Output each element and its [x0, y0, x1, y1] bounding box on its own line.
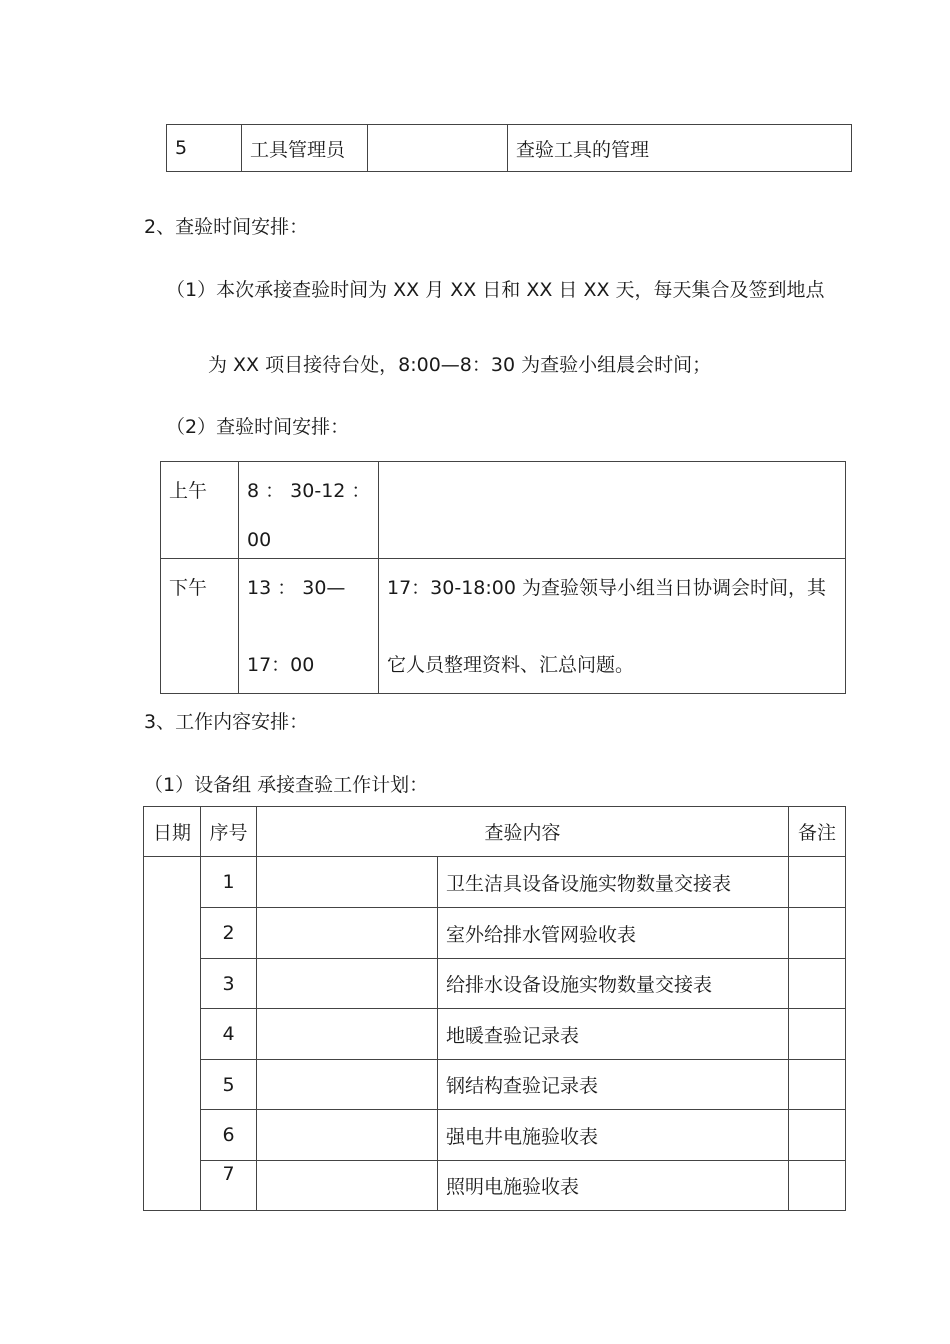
section2-para2: （2）查验时间安排： [166, 416, 350, 438]
row-seq: 4 [201, 1009, 257, 1060]
header-content: 查验内容 [257, 807, 789, 857]
header-date: 日期 [144, 807, 201, 857]
table-row [144, 908, 846, 959]
table-row [161, 462, 846, 559]
table-row [167, 125, 852, 172]
row-item: 地暖查验记录表 [438, 1009, 789, 1060]
row-remark [789, 1009, 846, 1060]
row-blank [257, 857, 438, 908]
row-blank [257, 1060, 438, 1110]
table-row [144, 959, 846, 1009]
date-cell [144, 857, 201, 1211]
row-blank [257, 1161, 438, 1211]
row-blank [257, 1110, 438, 1161]
table-header-row [144, 807, 846, 857]
schedule-pm-time [239, 559, 379, 694]
table-row [144, 1060, 846, 1110]
table-row [161, 559, 846, 694]
row-seq: 3 [201, 959, 257, 1009]
row-seq: 2 [201, 908, 257, 959]
row-remark [789, 857, 846, 908]
row-remark [789, 1110, 846, 1161]
section2-heading: 2、查验时间安排： [144, 216, 309, 238]
row-blank [257, 959, 438, 1009]
pm-time-b: 17：00 [247, 654, 315, 676]
header-remark: 备注 [789, 807, 846, 857]
schedule-am-label [161, 462, 239, 559]
row-item: 照明电施验收表 [438, 1161, 789, 1211]
row-item: 卫生洁具设备设施实物数量交接表 [438, 857, 789, 908]
table-row [144, 1009, 846, 1060]
schedule-pm-label [161, 559, 239, 694]
row-seq: 6 [201, 1110, 257, 1161]
pm-label: 下午 [169, 577, 208, 599]
row-item: 钢结构查验记录表 [438, 1060, 789, 1110]
row-seq: 1 [201, 857, 257, 908]
header-seq: 序号 [201, 807, 257, 857]
schedule-pm-note [379, 559, 846, 694]
staff-role: 工具管理员 [242, 125, 368, 172]
schedule-table [160, 461, 846, 694]
staff-table [166, 124, 852, 172]
staff-name [368, 125, 508, 172]
table-row [144, 1110, 846, 1161]
section3-sub: （1）设备组 承接查验工作计划： [144, 774, 429, 796]
row-remark [789, 1060, 846, 1110]
pm-note-a: 17：30-18:00 为查验领导小组当日协调会时间，其 [387, 577, 827, 599]
work-plan-table [143, 806, 846, 1211]
row-seq: 7 [201, 1161, 257, 1211]
am-time-a: 8 ： 30-12 ： [247, 480, 371, 502]
row-blank [257, 1009, 438, 1060]
schedule-am-note [379, 462, 846, 559]
row-item: 室外给排水管网验收表 [438, 908, 789, 959]
table-row [144, 1161, 846, 1211]
row-seq: 5 [201, 1060, 257, 1110]
section3-heading: 3、工作内容安排： [144, 711, 309, 733]
row-remark [789, 1161, 846, 1211]
row-remark [789, 908, 846, 959]
section2-para1-line1: （1）本次承接查验时间为 XX 月 XX 日和 XX 日 XX 天，每天集合及签到地点 [166, 279, 825, 301]
row-blank [257, 908, 438, 959]
table-row [144, 857, 846, 908]
pm-time-a: 13 ： 30— [247, 577, 346, 599]
row-remark [789, 959, 846, 1009]
row-item: 给排水设备设施实物数量交接表 [438, 959, 789, 1009]
section2-para1-line2: 为 XX 项目接待台处，8:00—8：30 为查验小组晨会时间； [208, 354, 712, 376]
row-item: 强电井电施验收表 [438, 1110, 789, 1161]
schedule-am-time [239, 462, 379, 559]
staff-duty: 查验工具的管理 [508, 125, 852, 172]
staff-no: 5 [167, 125, 242, 172]
pm-note-b: 它人员整理资料、汇总问题。 [387, 654, 635, 676]
am-time-b: 00 [247, 529, 272, 551]
am-label: 上午 [169, 480, 208, 502]
